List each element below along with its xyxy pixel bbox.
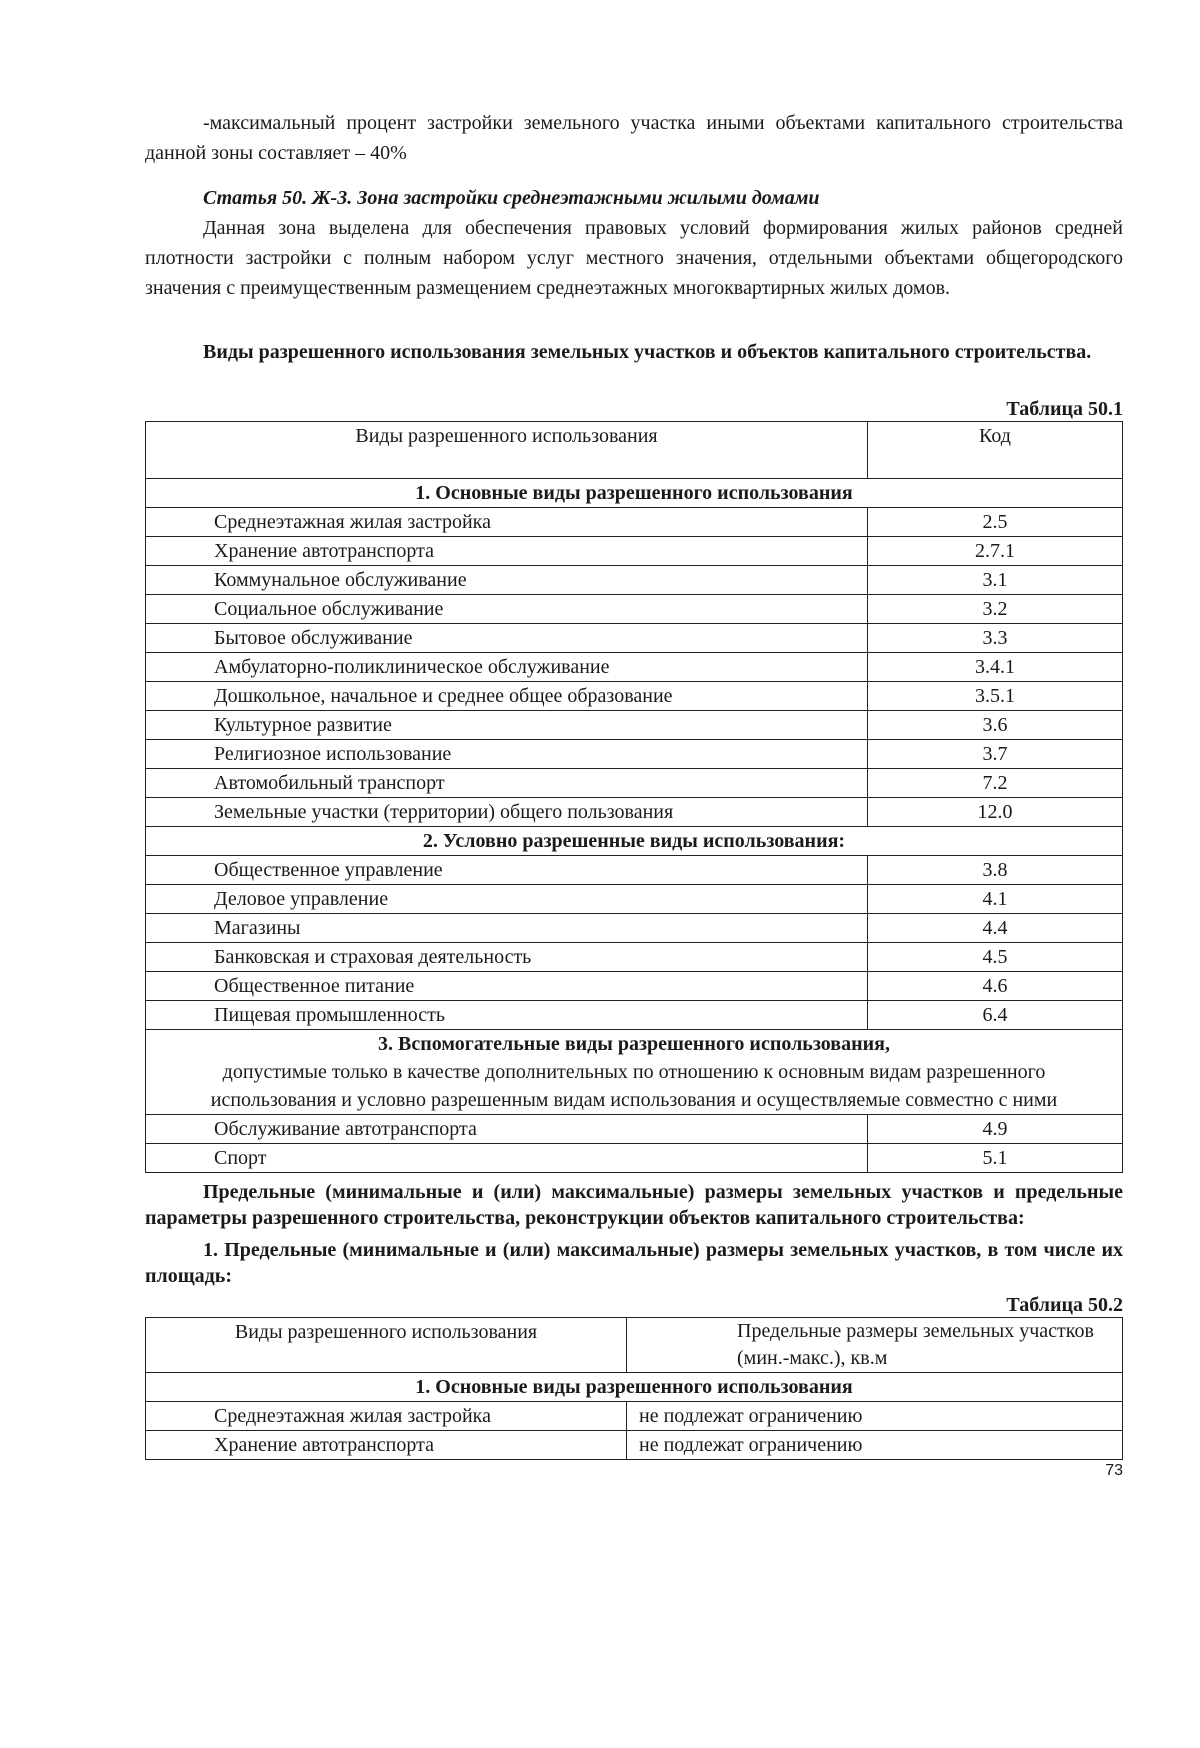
- document-page: [145, 108, 1123, 1480]
- row-use-name: Обслуживание автотранспорта: [146, 1115, 868, 1144]
- table-row: [146, 682, 1123, 711]
- row-use-name: Пищевая промышленность: [146, 1001, 868, 1030]
- table-row: [146, 769, 1123, 798]
- row-use-name: Среднеэтажная жилая застройка: [146, 508, 868, 537]
- page-number: 73: [1105, 1462, 1123, 1479]
- row-use-name: Деловое управление: [146, 885, 868, 914]
- table-row: [146, 537, 1123, 566]
- row-use-name: Хранение автотранспорта: [146, 1431, 627, 1460]
- row-use-name: Магазины: [146, 914, 868, 943]
- row-use-name: Земельные участки (территории) общего пользования: [146, 798, 868, 827]
- row-use-code: 4.4: [868, 914, 1123, 943]
- row-use-name: Спорт: [146, 1144, 868, 1173]
- table1-caption: Таблица 50.1: [1006, 398, 1123, 420]
- table-row: [146, 943, 1123, 972]
- row-use-code: 2.5: [868, 508, 1123, 537]
- row-use-code: 3.7: [868, 740, 1123, 769]
- table-row: [146, 1115, 1123, 1144]
- row-use-code: 6.4: [868, 1001, 1123, 1030]
- table1-header-name: Виды разрешенного использования: [146, 422, 868, 479]
- row-use-name: Хранение автотранспорта: [146, 537, 868, 566]
- row-use-code: 12.0: [868, 798, 1123, 827]
- table-row: [146, 508, 1123, 537]
- row-use-code: 3.6: [868, 711, 1123, 740]
- table-row: [146, 624, 1123, 653]
- row-use-code: 3.2: [868, 595, 1123, 624]
- table-row: [146, 740, 1123, 769]
- table-row: [146, 711, 1123, 740]
- row-use-name: Среднеэтажная жилая застройка: [146, 1402, 627, 1431]
- row-use-name: Социальное обслуживание: [146, 595, 868, 624]
- row-use-code: 4.1: [868, 885, 1123, 914]
- row-use-name: Общественное управление: [146, 856, 868, 885]
- table2-header-name: Виды разрешенного использования: [146, 1318, 627, 1373]
- row-use-code: 4.6: [868, 972, 1123, 1001]
- table2-header-limit: Предельные размеры земельных участков (мин.-макс.), кв.м: [627, 1318, 1123, 1373]
- row-use-name: Религиозное использование: [146, 740, 868, 769]
- table1-section2-title: 2. Условно разрешенные виды использования:: [146, 827, 1123, 856]
- row-use-name: Коммунальное обслуживание: [146, 566, 868, 595]
- row-use-code: 2.7.1: [868, 537, 1123, 566]
- row-use-name: Бытовое обслуживание: [146, 624, 868, 653]
- table-row: [146, 1431, 1123, 1460]
- table-row: [146, 653, 1123, 682]
- limits-heading: Предельные (минимальные и (или) максимальные) размеры земельных участков и предельные параметры разрешенного строительства, реконструкции объектов капитального строительства:: [145, 1181, 1123, 1229]
- table-row: [146, 1402, 1123, 1431]
- row-use-code: 4.5: [868, 943, 1123, 972]
- table-row: [146, 566, 1123, 595]
- table-50-2: [145, 1317, 1123, 1460]
- row-use-code: 7.2: [868, 769, 1123, 798]
- row-use-name: Амбулаторно-поликлиническое обслуживание: [146, 653, 868, 682]
- row-use-code: 3.1: [868, 566, 1123, 595]
- article-title: Статья 50. Ж-3. Зона застройки среднеэтажными жилыми домами: [203, 187, 820, 209]
- row-use-name: Культурное развитие: [146, 711, 868, 740]
- table-row: [146, 798, 1123, 827]
- row-use-code: 3.3: [868, 624, 1123, 653]
- table2-caption: Таблица 50.2: [1006, 1294, 1123, 1316]
- row-use-code: 3.4.1: [868, 653, 1123, 682]
- table1-header-code: Код: [868, 422, 1123, 479]
- row-use-code: 3.8: [868, 856, 1123, 885]
- row-use-name: Общественное питание: [146, 972, 868, 1001]
- table-row: [146, 972, 1123, 1001]
- intro-paragraph: -максимальный процент застройки земельного участка иными объектами капитального строительства данной зоны составляет – 40%: [145, 112, 1123, 164]
- table-row: [146, 1001, 1123, 1030]
- row-size-limit: не подлежат ограничению: [627, 1402, 1123, 1431]
- table-row: [146, 914, 1123, 943]
- row-use-name: Автомобильный транспорт: [146, 769, 868, 798]
- table1-section1-title: 1. Основные виды разрешенного использования: [146, 479, 1123, 508]
- table-row: [146, 885, 1123, 914]
- row-use-code: 4.9: [868, 1115, 1123, 1144]
- table1-section3-title: 3. Вспомогательные виды разрешенного использования,: [378, 1033, 890, 1055]
- limits-subheading: 1. Предельные (минимальные и (или) максимальные) размеры земельных участков, в том числе их площадь:: [145, 1239, 1123, 1287]
- table1-section3-header: [146, 1030, 1123, 1115]
- row-use-name: Банковская и страховая деятельность: [146, 943, 868, 972]
- table-row: [146, 595, 1123, 624]
- row-use-code: 3.5.1: [868, 682, 1123, 711]
- row-size-limit: не подлежат ограничению: [627, 1431, 1123, 1460]
- table-row: [146, 856, 1123, 885]
- row-use-code: 5.1: [868, 1144, 1123, 1173]
- article-description: Данная зона выделена для обеспечения правовых условий формирования жилых районов средней плотности застройки с полным набором услуг местного значения, отдельными объектами общегородского значения с преимущественным размещением среднеэтажных многоквартирных жилых домов.: [145, 217, 1123, 299]
- table-50-1: [145, 421, 1123, 1173]
- types-heading: Виды разрешенного использования земельных участков и объектов капитального строительства.: [203, 341, 1092, 363]
- table2-section1-title: 1. Основные виды разрешенного использования: [146, 1373, 1123, 1402]
- row-use-name: Дошкольное, начальное и среднее общее образование: [146, 682, 868, 711]
- table-row: [146, 1144, 1123, 1173]
- table1-section3-subtitle: допустимые только в качестве дополнительных по отношению к основным видам разрешенного использования и условно разрешенным видам использования и осуществляемые совместно с ними: [210, 1061, 1058, 1111]
